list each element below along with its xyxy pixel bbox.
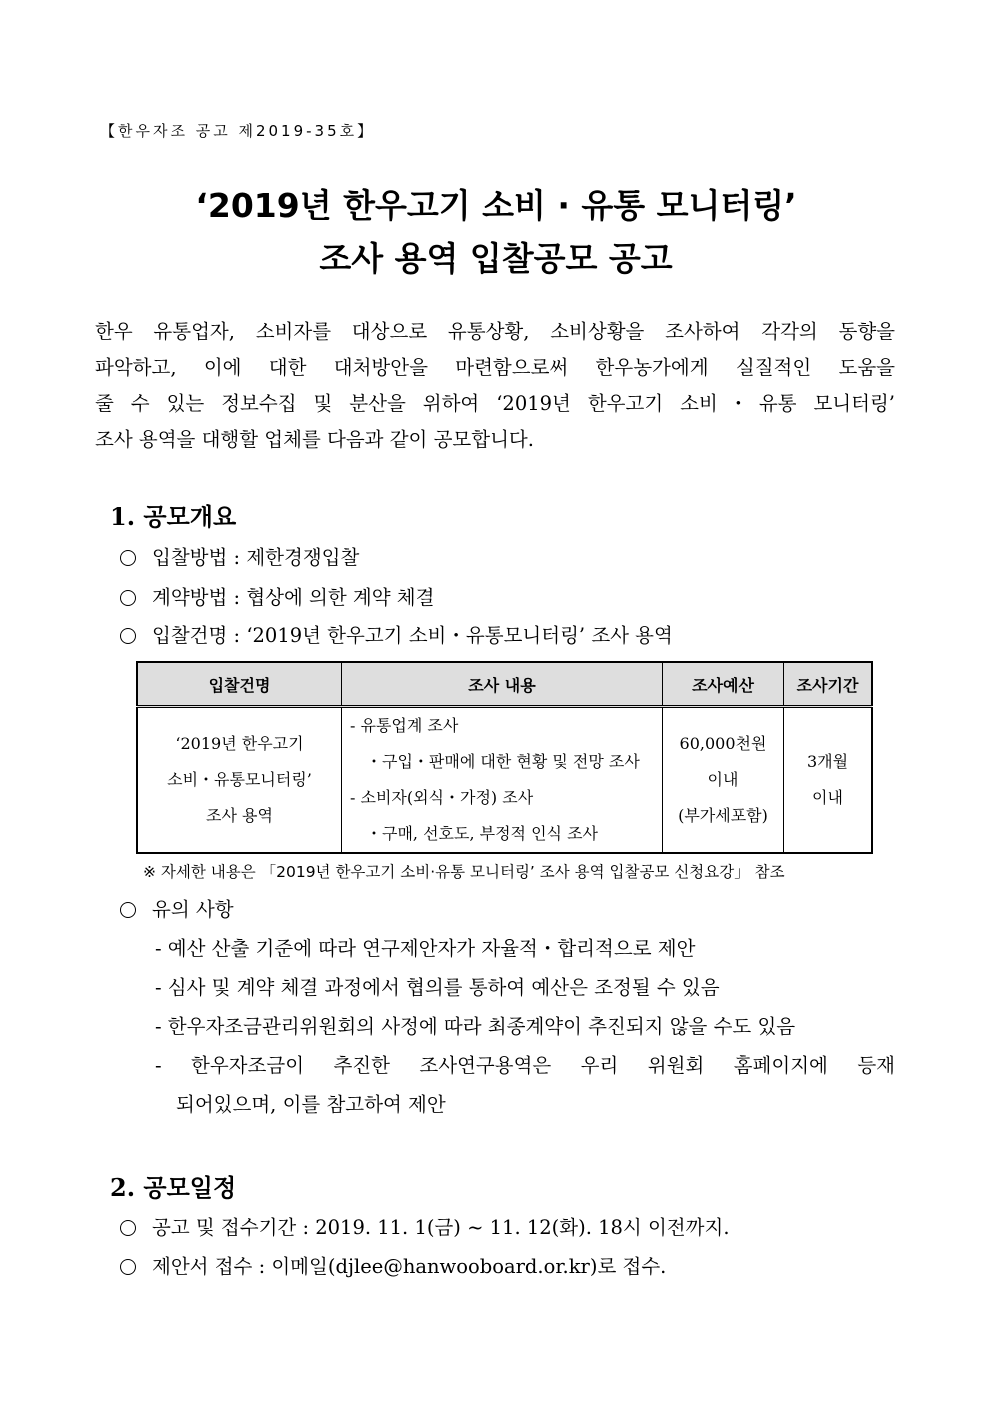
period-cell — [784, 707, 873, 854]
caution-item: - 예산 산출 기준에 따라 연구제안자가 자율적・합리적으로 제안 — [155, 937, 696, 960]
intro-line: 한우 유통업자, 소비자를 대상으로 유통상황, 소비상황을 조사하여 각각의 동향을 — [95, 320, 895, 343]
caution-title — [120, 894, 234, 922]
overview-item-text: 계약방법 : 협상에 의한 계약 체결 — [152, 586, 435, 609]
bid-table — [136, 661, 873, 854]
overview-item — [120, 620, 673, 648]
overview-item-text: 입찰방법 : 제한경쟁입찰 — [152, 546, 360, 569]
circle-bullet-icon — [120, 590, 136, 606]
schedule-item-text: 제안서 접수 : 이메일(djlee@hanwooboard.or.kr)로 접수. — [152, 1255, 667, 1278]
survey-content-cell — [342, 707, 663, 854]
cell-line: 조사 용역 — [206, 806, 273, 825]
intro-line: 파악하고, 이에 대한 대처방안을 마련함으로써 한우농가에게 실질적인 도움을 — [95, 356, 895, 379]
table-header: 입찰건명 — [137, 662, 342, 707]
cell-line: ・구매, 선호도, 부정적 인식 조사 — [366, 824, 598, 843]
overview-item — [120, 582, 434, 610]
cell-line: 이내 — [812, 788, 843, 807]
caution-item: - 한우자조금이 추진한 조사연구용역은 우리 위원회 홈페이지에 등재 — [155, 1054, 895, 1077]
title-line-2: 조사 용역 입찰공모 공고 — [319, 239, 673, 278]
table-header: 조사 내용 — [342, 662, 663, 707]
table-header: 조사예산 — [663, 662, 784, 707]
caution-title-text: 유의 사항 — [152, 898, 234, 921]
caution-item-continued: 되어있으며, 이를 참고하여 제안 — [176, 1093, 446, 1116]
section1-heading: 1. 공모개요 — [110, 502, 237, 531]
section2-heading: 2. 공모일정 — [110, 1173, 237, 1202]
table-row — [137, 707, 872, 854]
schedule-item — [120, 1212, 730, 1240]
caution-item: - 한우자조금관리위원회의 사정에 따라 최종계약이 추진되지 않을 수도 있음 — [155, 1015, 796, 1038]
title-line-1: ‘2019년 한우고기 소비 · 유통 모니터링’ — [195, 186, 797, 225]
cell-line: (부가세포함) — [678, 806, 768, 825]
circle-bullet-icon — [120, 902, 136, 918]
cell-line: - 유통업계 조사 — [350, 716, 459, 735]
cell-line: 60,000천원 — [679, 734, 767, 753]
cell-line: 3개월 — [806, 752, 849, 771]
cell-line: 이내 — [707, 770, 739, 789]
circle-bullet-icon — [120, 550, 136, 566]
cell-line: ‘2019년 한우고기 — [175, 734, 304, 753]
overview-item-text: 입찰건명 : ‘2019년 한우고기 소비・유통모니터링’ 조사 용역 — [152, 624, 673, 647]
notice-number: 【한우자조 공고 제2019-35호】 — [100, 122, 376, 140]
cell-line: - 소비자(외식・가정) 조사 — [350, 788, 534, 807]
intro-line: 조사 용역을 대행할 업체를 다음과 같이 공모합니다. — [95, 428, 534, 451]
circle-bullet-icon — [120, 628, 136, 644]
table-header: 조사기간 — [784, 662, 873, 707]
schedule-item-text: 공고 및 접수기간 : 2019. 11. 1(금) ~ 11. 12(화). 18시 이전까지. — [152, 1216, 730, 1239]
budget-cell — [663, 707, 784, 854]
circle-bullet-icon — [120, 1220, 136, 1236]
table-header-row — [137, 662, 872, 707]
cell-line: ・구입・판매에 대한 현황 및 전망 조사 — [366, 752, 640, 771]
schedule-item — [120, 1251, 666, 1279]
cell-line: 소비・유통모니터링’ — [167, 770, 312, 789]
caution-item: - 심사 및 계약 체결 과정에서 협의를 통하여 예산은 조정될 수 있음 — [155, 976, 720, 999]
bid-name-cell — [137, 707, 342, 854]
intro-line: 줄 수 있는 정보수집 및 분산을 위하여 ‘2019년 한우고기 소비・유통 모니터링’ — [95, 392, 895, 415]
overview-item — [120, 542, 359, 570]
table-note: ※ 자세한 내용은 「2019년 한우고기 소비·유통 모니터링’ 조사 용역 입찰공모 신청요강」 참조 — [143, 863, 785, 881]
circle-bullet-icon — [120, 1259, 136, 1275]
